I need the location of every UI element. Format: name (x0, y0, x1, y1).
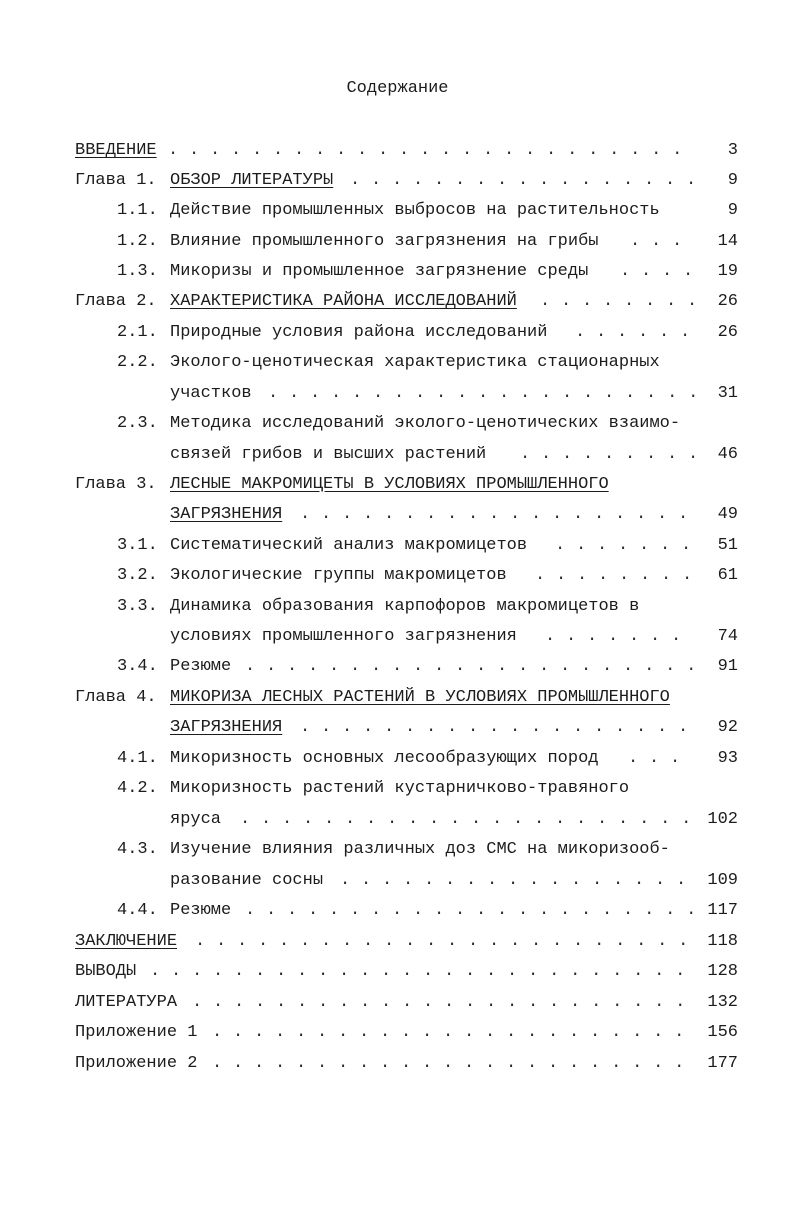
toc-entry-section-4-1[interactable] (0, 744, 795, 774)
page-number: 117 (707, 901, 738, 920)
entry-title-line-2: участков (170, 384, 252, 403)
page-number: 61 (717, 566, 738, 585)
dot-leader (300, 500, 695, 530)
dot-leader (268, 379, 695, 409)
toc-entry-section-2-3[interactable] (0, 409, 795, 439)
page-number: 46 (717, 445, 738, 464)
toc-entry-findings[interactable] (0, 957, 795, 987)
dot-leader (245, 652, 695, 682)
section-number: 2.3. (117, 414, 158, 433)
entry-title: Природные условия района исследований (170, 323, 548, 342)
section-number: 3.2. (117, 566, 158, 585)
page-number: 128 (707, 962, 738, 981)
entry-title: Влияние промышленного загрязнения на грибы (170, 232, 599, 251)
page-number: 31 (717, 384, 738, 403)
entry-title: ВЫВОДЫ (75, 962, 137, 981)
dot-leader (195, 927, 695, 957)
dot-leader (150, 957, 695, 987)
toc-entry-section-4-3-cont[interactable] (0, 866, 795, 896)
toc-entry-chapter-3[interactable] (0, 470, 795, 500)
page-number: 3 (727, 141, 738, 160)
dot-leader (350, 166, 695, 196)
section-number: 1.3. (117, 262, 158, 281)
entry-title-line-1: Эколого-ценотическая характеристика стационарных (170, 353, 660, 372)
page-number: 49 (717, 505, 738, 524)
entry-title: ЗАКЛЮЧЕНИЕ (75, 932, 178, 951)
toc-entry-chapter-4-cont[interactable] (0, 713, 795, 743)
page-number: 26 (717, 323, 738, 342)
dot-leader (212, 1049, 695, 1079)
section-number: 2.2. (117, 353, 158, 372)
page-number: 9 (727, 201, 738, 220)
page-number: 156 (707, 1023, 738, 1042)
toc-entry-section-2-1[interactable] (0, 318, 795, 348)
toc-entry-section-4-3[interactable] (0, 835, 795, 865)
page-number: 93 (717, 749, 738, 768)
toc-entry-section-1-1[interactable] (0, 196, 795, 226)
entry-title: Действие промышленных выбросов на растительность (170, 201, 660, 220)
dot-leader (212, 1018, 695, 1048)
page-number: 91 (717, 657, 738, 676)
entry-title-line-2: ЗАГРЯЗНЕНИЯ (170, 505, 283, 524)
chapter-label: Глава 4. (75, 688, 157, 707)
entry-title: Микоризность основных лесообразующих пород (170, 749, 599, 768)
entry-title-line-2: связей грибов и высших растений (170, 445, 487, 464)
dot-leader (340, 866, 695, 896)
chapter-label: Глава 3. (75, 475, 157, 494)
section-number: 4.4. (117, 901, 158, 920)
toc-entry-appendix-2[interactable] (0, 1049, 795, 1079)
dot-leader (575, 318, 695, 348)
dot-leader (300, 713, 695, 743)
page-number: 74 (717, 627, 738, 646)
page-number: 19 (717, 262, 738, 281)
section-number: 2.1. (117, 323, 158, 342)
toc-entry-section-4-4[interactable] (0, 896, 795, 926)
toc-entry-section-4-2-cont[interactable] (0, 805, 795, 835)
dot-leader (545, 622, 695, 652)
toc-entry-section-4-2[interactable] (0, 774, 795, 804)
page-number: 132 (707, 993, 738, 1012)
entry-title-line-2: условиях промышленного загрязнения (170, 627, 517, 646)
entry-title: ВВЕДЕНИЕ (75, 141, 157, 160)
dot-leader (540, 287, 695, 317)
dot-leader (245, 896, 695, 926)
page-number: 177 (707, 1054, 738, 1073)
entry-title: Приложение 1 (75, 1023, 198, 1042)
toc-entry-section-1-2[interactable] (0, 227, 795, 257)
toc-entry-section-3-3[interactable] (0, 592, 795, 622)
entry-title-line-1: Методика исследований эколого-ценотических взаимо- (170, 414, 681, 433)
toc-entry-section-3-2[interactable] (0, 561, 795, 591)
page-number: 14 (717, 232, 738, 251)
toc-entry-section-2-2-cont[interactable] (0, 379, 795, 409)
section-number: 3.3. (117, 597, 158, 616)
entry-title-line-1: Динамика образования карпофоров макромицетов в (170, 597, 640, 616)
dot-leader (192, 988, 695, 1018)
entry-title-line-2: яруса (170, 810, 222, 829)
toc-entry-chapter-4[interactable] (0, 683, 795, 713)
section-number: 4.2. (117, 779, 158, 798)
entry-title: Резюме (170, 657, 232, 676)
dot-leader (240, 805, 695, 835)
toc-entry-conclusion[interactable] (0, 927, 795, 957)
entry-title-line-1: Изучение влияния различных доз СМС на микоризооб- (170, 840, 670, 859)
entry-title-line-1: ЛЕСНЫЕ МАКРОМИЦЕТЫ В УСЛОВИЯХ ПРОМЫШЛЕННОГО (170, 475, 609, 494)
toc-entry-section-3-1[interactable] (0, 531, 795, 561)
entry-title: ЛИТЕРАТУРА (75, 993, 178, 1012)
dot-leader (168, 136, 695, 166)
entry-title-line-2: ЗАГРЯЗНЕНИЯ (170, 718, 283, 737)
page-title: Содержание (346, 79, 449, 98)
dot-leader (555, 531, 695, 561)
dot-leader (535, 561, 695, 591)
section-number: 1.1. (117, 201, 158, 220)
toc-entry-chapter-1[interactable] (0, 166, 795, 196)
page-number: 109 (707, 871, 738, 890)
entry-title: ХАРАКТЕРИСТИКА РАЙОНА ИССЛЕДОВАНИЙ (170, 292, 517, 311)
toc-entry-section-3-3-cont[interactable] (0, 622, 795, 652)
entry-title: Экологические группы макромицетов (170, 566, 507, 585)
page-number: 118 (707, 932, 738, 951)
page-number: 9 (727, 171, 738, 190)
chapter-label: Глава 2. (75, 292, 157, 311)
dot-leader (520, 440, 695, 470)
toc-entry-appendix-1[interactable] (0, 1018, 795, 1048)
toc-entry-introduction[interactable] (0, 136, 795, 166)
toc-entry-chapter-3-cont[interactable] (0, 500, 795, 530)
toc-entry-section-1-3[interactable] (0, 257, 795, 287)
entry-title: Микоризы и промышленное загрязнение среды (170, 262, 589, 281)
toc-entry-section-2-2[interactable] (0, 348, 795, 378)
section-number: 3.1. (117, 536, 158, 555)
entry-title-line-1: МИКОРИЗА ЛЕСНЫХ РАСТЕНИЙ В УСЛОВИЯХ ПРОМЫШЛЕННОГО (170, 688, 670, 707)
entry-title-line-1: Микоризность растений кустарничково-травяного (170, 779, 630, 798)
chapter-label: Глава 1. (75, 171, 157, 190)
page-number: 51 (717, 536, 738, 555)
entry-title: Систематический анализ макромицетов (170, 536, 528, 555)
entry-title: ОБЗОР ЛИТЕРАТУРЫ (170, 171, 334, 190)
section-number: 4.3. (117, 840, 158, 859)
toc-entry-section-3-4[interactable] (0, 652, 795, 682)
page-number: 26 (717, 292, 738, 311)
toc-entry-chapter-2[interactable] (0, 287, 795, 317)
section-number: 3.4. (117, 657, 158, 676)
entry-title-line-2: разование сосны (170, 871, 324, 890)
section-number: 1.2. (117, 232, 158, 251)
toc-entry-section-2-3-cont[interactable] (0, 440, 795, 470)
entry-title: Приложение 2 (75, 1054, 198, 1073)
entry-title: Резюме (170, 901, 232, 920)
page-number: 92 (717, 718, 738, 737)
toc-entry-literature[interactable] (0, 988, 795, 1018)
section-number: 4.1. (117, 749, 158, 768)
page-number: 102 (707, 810, 738, 829)
